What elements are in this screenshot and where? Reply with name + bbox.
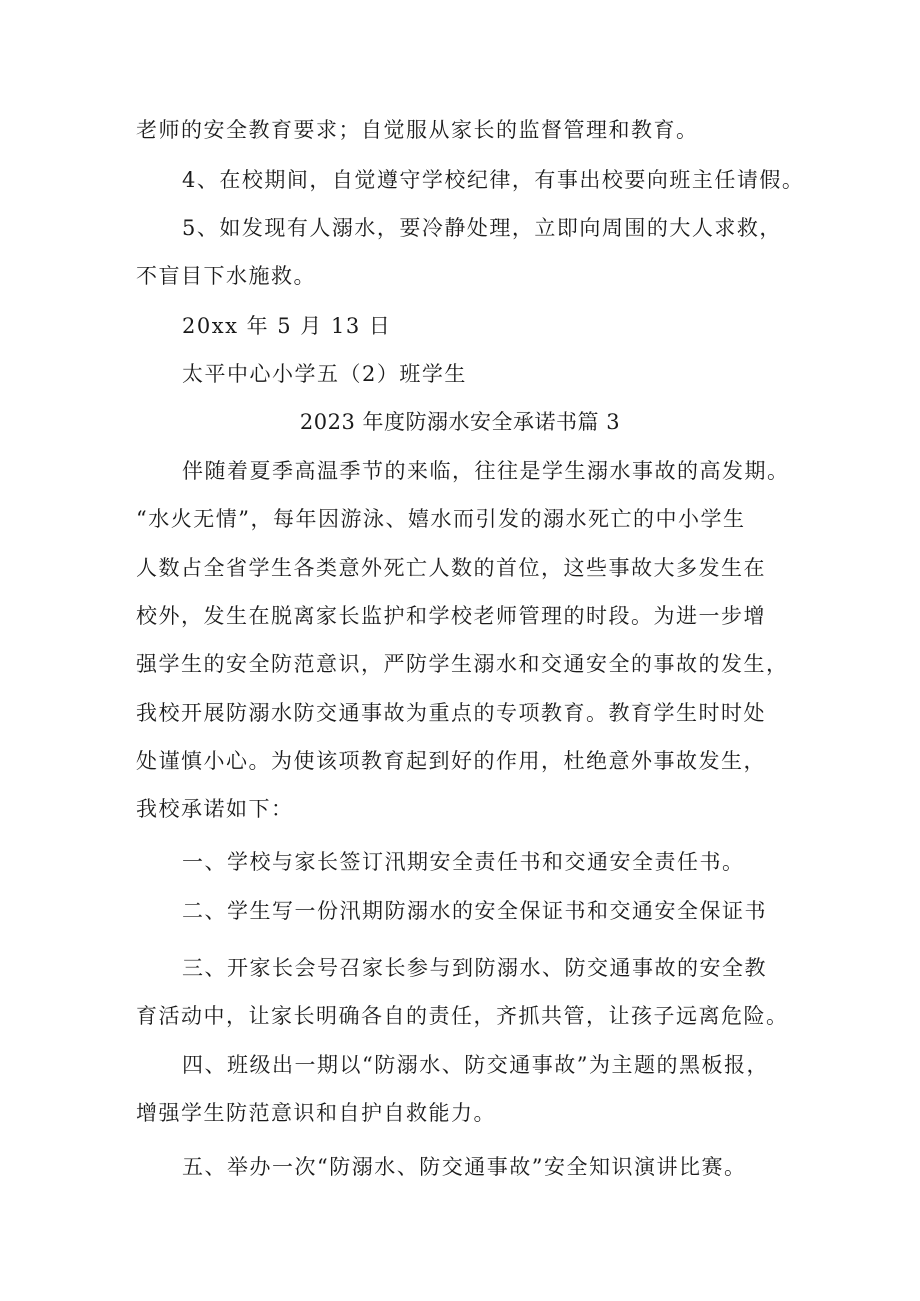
signature-line: 太平中心小学五（2）班学生 [182,362,467,386]
list-item-continuation: 增强学生防范意识和自护自救能力。 [136,1101,496,1125]
date-line: 20xx 年 5 月 13 日 [182,314,392,338]
list-item-continuation: 育活动中，让家长明确各自的责任，齐抓共管，让孩子远离危险。 [136,1004,789,1028]
paragraph-line: 伴随着夏季高温季节的来临，往往是学生溺水事故的高发期。 [182,459,790,483]
paragraph-line: 4、在校期间，自觉遵守学校纪律，有事出校要向班主任请假。 [182,168,805,192]
list-item: 五、举办一次“防溺水、防交通事故”安全知识演讲比赛。 [182,1155,747,1179]
list-item: 二、学生写一份汛期防溺水的安全保证书和交通安全保证书 [182,899,767,923]
paragraph-line: “水火无情”，每年因游泳、嬉水而引发的溺水死亡的中小学生 [136,507,746,531]
paragraph-line: 处谨慎小心。为使该项教育起到好的作用，杜绝意外事故发生， [136,749,766,773]
paragraph-line: 校外，发生在脱离家长监护和学校老师管理的时段。为进一步增 [136,604,766,628]
paragraph-line: 强学生的安全防范意识，严防学生溺水和交通安全的事故的发生， [136,652,789,676]
paragraph-line: 5、如发现有人溺水，要冷静处理，立即向周围的大人求救， [182,216,782,240]
section-title: 2023 年度防溺水安全承诺书篇 3 [299,410,621,434]
paragraph-line: 我校开展防溺水防交通事故为重点的专项教育。教育学生时时处 [136,701,766,725]
list-item: 四、班级出一期以“防溺水、防交通事故”为主题的黑板报， [182,1053,769,1077]
paragraph-line: 老师的安全教育要求；自觉服从家长的监督管理和教育。 [136,118,699,142]
paragraph-line: 我校承诺如下： [136,797,294,821]
paragraph-line: 不盲目下水施救。 [136,264,316,288]
list-item: 三、开家长会号召家长参与到防溺水、防交通事故的安全教 [182,956,767,980]
list-item: 一、学校与家长签订汛期安全责任书和交通安全责任书。 [182,850,745,874]
paragraph-line: 人数占全省学生各类意外死亡人数的首位，这些事故大多发生在 [136,556,766,580]
